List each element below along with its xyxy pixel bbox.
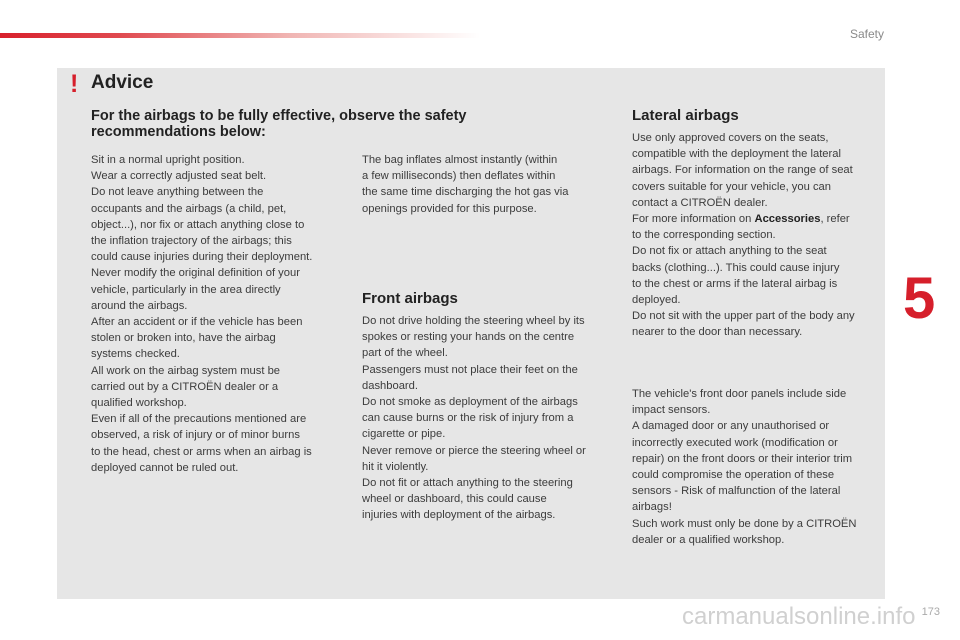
- text-line: incorrectly executed work (modification or: [632, 436, 838, 449]
- text-line: Sit in a normal upright position.: [91, 154, 245, 166]
- accessories-prefix: For more information on: [632, 213, 755, 226]
- text-line: hit it violently.: [362, 460, 429, 473]
- warning-icon: !: [70, 70, 79, 98]
- text-line: openings provided for this purpose.: [362, 202, 537, 215]
- text-line: systems checked.: [91, 348, 180, 361]
- text-line: impact sensors.: [632, 404, 711, 417]
- text-line: occupants and the airbags (a child, pet,: [91, 202, 287, 215]
- lateral-airbags-text: [632, 130, 884, 341]
- text-line: Such work must only be done by a CITROËN: [632, 517, 857, 530]
- text-line: Wear a correctly adjusted seat belt.: [91, 170, 267, 183]
- text-line: stolen or broken into, have the airbag: [91, 332, 276, 345]
- lateral-lines-before: [632, 130, 884, 211]
- header-accent-bar: [0, 33, 480, 38]
- accessories-line: [632, 211, 884, 227]
- advice-column-1: [91, 152, 349, 476]
- text-line: airbags. For information on the range of seat: [632, 164, 853, 177]
- page-number: 173: [921, 606, 940, 618]
- text-line: The bag inflates almost instantly (within: [362, 154, 558, 166]
- text-line: dashboard.: [362, 379, 418, 392]
- text-line: part of the wheel.: [362, 347, 448, 360]
- front-airbags-heading: Front airbags: [362, 290, 458, 307]
- text-line: injuries with deployment of the airbags.: [362, 509, 556, 522]
- text-line: contact a CITROËN dealer.: [632, 196, 768, 209]
- text-line: compatible with the deployment the lateral: [632, 148, 841, 161]
- section-title: Safety: [849, 27, 884, 41]
- text-line: the inflation trajectory of the airbags; this: [91, 235, 292, 248]
- text-line: sensors - Risk of malfunction of the lateral: [632, 485, 841, 498]
- text-line: Even if all of the precautions mentioned are: [91, 413, 307, 426]
- text-line: qualified workshop.: [91, 397, 187, 410]
- text-line: After an accident or if the vehicle has been: [91, 316, 303, 329]
- advice-title: Advice: [91, 72, 154, 93]
- text-line: spokes or resting your hands on the centre: [362, 331, 575, 344]
- advice-intro-heading: [91, 108, 551, 140]
- text-line: Do not drive holding the steering wheel by its: [362, 315, 585, 327]
- text-line: to the chest or arms if the lateral airbag is: [632, 277, 838, 290]
- accessories-suffix: , refer: [820, 213, 850, 226]
- text-line: Do not fix or attach anything to the seat: [632, 245, 827, 258]
- text-line: wheel or dashboard, this could cause: [362, 493, 547, 506]
- text-line: nearer to the door than necessary.: [632, 326, 803, 339]
- text-line: object...), nor fix or attach anything close to: [91, 218, 305, 231]
- text-line: Do not sit with the upper part of the body any: [632, 310, 855, 323]
- lateral-lines-after: [632, 227, 884, 340]
- text-line: observed, a risk of injury or of minor burns: [91, 429, 300, 442]
- text-line: could compromise the operation of these: [632, 469, 835, 482]
- text-line: repair) on the front doors or their interior trim: [632, 452, 853, 465]
- text-line: to the head, chest or arms when an airbag is: [91, 445, 312, 458]
- text-line: the same time discharging the hot gas via: [362, 186, 569, 199]
- text-line: The vehicle's front door panels include side: [632, 388, 847, 400]
- text-line: carried out by a CITROËN dealer or a: [91, 380, 279, 393]
- text-line: A damaged door or any unauthorised or: [632, 420, 830, 433]
- text-line: can cause burns or the risk of injury from a: [362, 412, 574, 425]
- intro-line: recommendations below:: [91, 124, 266, 140]
- text-line: Never remove or pierce the steering wheel or: [362, 444, 586, 457]
- front-airbags-text: [362, 313, 614, 524]
- door-sensors-text: [632, 386, 884, 548]
- text-line: covers suitable for your vehicle, you can: [632, 180, 831, 193]
- text-line: deployed cannot be ruled out.: [91, 461, 239, 474]
- text-line: Passengers must not place their feet on the: [362, 363, 578, 376]
- text-line: to the corresponding section.: [632, 229, 776, 242]
- chapter-number: 5: [903, 266, 936, 331]
- text-line: dealer or a qualified workshop.: [632, 533, 785, 546]
- text-line: All work on the airbag system must be: [91, 364, 281, 377]
- advice-column-2: [362, 152, 612, 217]
- text-line: backs (clothing...). This could cause injury: [632, 261, 840, 274]
- text-line: Use only approved covers on the seats,: [632, 132, 829, 144]
- text-line: vehicle, particularly in the area directly: [91, 283, 281, 296]
- intro-line: For the airbags to be fully effective, observe the safety: [91, 108, 467, 124]
- text-line: around the airbags.: [91, 299, 188, 312]
- text-line: could cause injuries during their deployment.: [91, 251, 313, 264]
- text-line: cigarette or pipe.: [362, 428, 446, 441]
- text-line: Do not smoke as deployment of the airbags: [362, 396, 578, 409]
- watermark: carmanualsonline.info: [682, 603, 916, 630]
- text-line: a few milliseconds) then deflates within: [362, 170, 556, 183]
- text-line: deployed.: [632, 294, 681, 307]
- text-line: airbags!: [632, 501, 672, 514]
- accessories-link-text: Accessories: [754, 213, 821, 226]
- text-line: Do not fit or attach anything to the steering: [362, 477, 573, 490]
- lateral-airbags-heading: Lateral airbags: [632, 107, 739, 124]
- text-line: Do not leave anything between the: [91, 186, 264, 199]
- text-line: Never modify the original definition of your: [91, 267, 300, 280]
